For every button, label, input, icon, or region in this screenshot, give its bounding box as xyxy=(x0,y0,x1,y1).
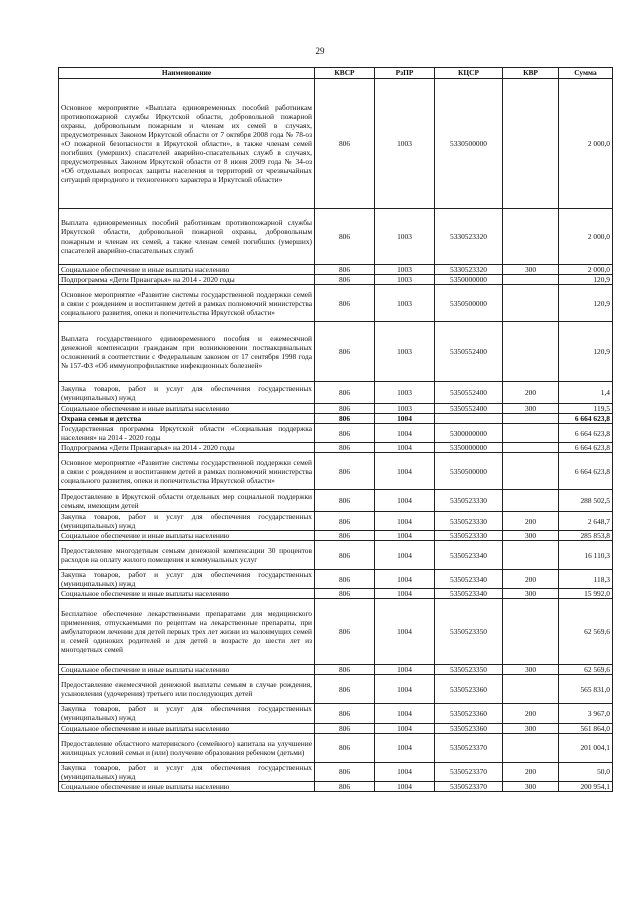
cell-sum: 288 502,5 xyxy=(559,490,613,512)
cell-sum: 62 569,6 xyxy=(559,665,613,675)
table-row xyxy=(59,275,613,285)
cell-rzpr: 1004 xyxy=(375,414,435,424)
cell-kvr: 300 xyxy=(503,531,559,541)
cell-kvr xyxy=(503,599,559,665)
table-row xyxy=(59,531,613,541)
cell-name: Социальное обеспечение и иные выплаты населению xyxy=(59,665,315,675)
cell-kcsr: 5350552400 xyxy=(435,382,503,404)
cell-kvr xyxy=(503,285,559,322)
cell-kvsr: 806 xyxy=(315,275,375,285)
cell-rzpr: 1004 xyxy=(375,781,435,791)
cell-sum: 2 000,0 xyxy=(559,265,613,275)
cell-rzpr: 1004 xyxy=(375,733,435,762)
cell-kvr xyxy=(503,443,559,453)
cell-kcsr xyxy=(435,414,503,424)
cell-kvsr: 806 xyxy=(315,79,375,209)
cell-name: Социальное обеспечение и иные выплаты населению xyxy=(59,589,315,599)
cell-sum: 119,5 xyxy=(559,404,613,414)
cell-kcsr: 5350523370 xyxy=(435,781,503,791)
cell-name: Предоставление областного материнского (семейного) капитала на улучшение жилищных условий семьи и (или) получение образования ребенком (детьми) xyxy=(59,733,315,762)
cell-name: Закупка товаров, работ и услуг для обеспечения государственных (муниципальных) нужд xyxy=(59,570,315,589)
cell-kcsr: 5330523320 xyxy=(435,265,503,275)
cell-rzpr: 1003 xyxy=(375,275,435,285)
cell-kcsr: 5350523360 xyxy=(435,675,503,704)
table-row xyxy=(59,490,613,512)
cell-kvsr: 806 xyxy=(315,781,375,791)
table-row xyxy=(59,322,613,382)
cell-name: Основное мероприятие «Развитие системы государственной поддержки семей в связи с рождением и воспитанием детей в рамках полномочий министерства социального развития, опеки и попечительства Иркутской области» xyxy=(59,285,315,322)
cell-kvsr: 806 xyxy=(315,414,375,424)
cell-name: Закупка товаров, работ и услуг для обеспечения государственных (муниципальных) нужд xyxy=(59,512,315,531)
cell-kvsr: 806 xyxy=(315,541,375,570)
table-row xyxy=(59,570,613,589)
cell-name: Выплата государственного единовременного пособия и ежемесячной денежной компенсации гражданам при возникновении поствакцинальных осложнений в соответствии с Федеральным законом от 17 сентября 1998 года № 157-ФЗ «Об иммунопрофилактике инфекционных болезней» xyxy=(59,322,315,382)
cell-name: Социальное обеспечение и иные выплаты населению xyxy=(59,265,315,275)
cell-name: Социальное обеспечение и иные выплаты населению xyxy=(59,781,315,791)
cell-kvsr: 806 xyxy=(315,404,375,414)
cell-kvr: 200 xyxy=(503,512,559,531)
table-row xyxy=(59,541,613,570)
cell-rzpr: 1003 xyxy=(375,209,435,265)
cell-kvr: 200 xyxy=(503,570,559,589)
cell-name: Выплата единовременных пособий работникам противопожарной службы Иркутской области, добровольной пожарной охраны, добровольным пожарным и членам их семей, а также членам семей погибших (умерших) спасателей аварийно-спасательных служб xyxy=(59,209,315,265)
cell-rzpr: 1004 xyxy=(375,589,435,599)
cell-kvr xyxy=(503,414,559,424)
cell-sum: 6 664 623,8 xyxy=(559,453,613,490)
cell-name: Закупка товаров, работ и услуг для обеспечения государственных (муниципальных) нужд xyxy=(59,704,315,723)
cell-kcsr: 5350000000 xyxy=(435,443,503,453)
cell-name: Социальное обеспечение и иные выплаты населению xyxy=(59,531,315,541)
table-row xyxy=(59,404,613,414)
cell-name: Социальное обеспечение и иные выплаты населению xyxy=(59,723,315,733)
table-row xyxy=(59,285,613,322)
cell-name: Бесплатное обеспечение лекарственными препаратами для медицинского применения, отпускаемыми по рецептам на лекарственные препараты, при амбулаторном лечении для детей первых трех лет жизни из малоимущих семей и семей одиноких родителей и для детей в возрасте до шести лет из многодетных семей xyxy=(59,599,315,665)
cell-rzpr: 1004 xyxy=(375,531,435,541)
cell-kvsr: 806 xyxy=(315,490,375,512)
cell-sum: 2 648,7 xyxy=(559,512,613,531)
table-row xyxy=(59,512,613,531)
cell-rzpr: 1003 xyxy=(375,404,435,414)
cell-kvsr: 806 xyxy=(315,382,375,404)
cell-rzpr: 1004 xyxy=(375,704,435,723)
cell-rzpr: 1004 xyxy=(375,723,435,733)
cell-kvr xyxy=(503,541,559,570)
cell-kvr xyxy=(503,209,559,265)
cell-kvr: 200 xyxy=(503,382,559,404)
cell-kvr xyxy=(503,453,559,490)
cell-kvr: 200 xyxy=(503,762,559,781)
cell-rzpr: 1003 xyxy=(375,285,435,322)
page-number: 29 xyxy=(315,46,325,56)
cell-rzpr: 1003 xyxy=(375,265,435,275)
table-row xyxy=(59,599,613,665)
cell-kcsr: 5350523330 xyxy=(435,490,503,512)
cell-name: Закупка товаров, работ и услуг для обеспечения государственных (муниципальных) нужд xyxy=(59,382,315,404)
cell-kcsr: 5350000000 xyxy=(435,275,503,285)
cell-rzpr: 1004 xyxy=(375,490,435,512)
table-row xyxy=(59,781,613,791)
budget-table xyxy=(58,67,613,792)
cell-kvsr: 806 xyxy=(315,512,375,531)
column-header-kcsr: КЦСР xyxy=(435,68,503,79)
table-row xyxy=(59,589,613,599)
cell-kvr xyxy=(503,424,559,443)
cell-name: Государственная программа Иркутской области «Социальная поддержка населения» на 2014 - 2020 годы xyxy=(59,424,315,443)
cell-kvsr: 806 xyxy=(315,570,375,589)
cell-name: Подпрограмма «Дети Приангарья» на 2014 - 2020 годы xyxy=(59,275,315,285)
cell-sum: 6 664 623,8 xyxy=(559,443,613,453)
cell-sum: 2 000,0 xyxy=(559,79,613,209)
column-header-rzpr: РзПР xyxy=(375,68,435,79)
cell-kvr xyxy=(503,733,559,762)
cell-kcsr: 5350523360 xyxy=(435,704,503,723)
cell-kcsr: 5350523340 xyxy=(435,589,503,599)
cell-sum: 120,9 xyxy=(559,275,613,285)
cell-kvsr: 806 xyxy=(315,531,375,541)
cell-kcsr: 5350523330 xyxy=(435,531,503,541)
cell-kvsr: 806 xyxy=(315,453,375,490)
cell-rzpr: 1004 xyxy=(375,599,435,665)
cell-kvr: 300 xyxy=(503,589,559,599)
cell-kcsr: 5300000000 xyxy=(435,424,503,443)
column-header-name: Наименование xyxy=(59,68,315,79)
cell-kvr xyxy=(503,322,559,382)
cell-kvsr: 806 xyxy=(315,675,375,704)
table-header-row xyxy=(59,68,613,79)
cell-kcsr: 5350523350 xyxy=(435,599,503,665)
cell-name: Основное мероприятие «Развитие системы государственной поддержки семей в связи с рождением и воспитанием детей в рамках полномочий министерства социального развития, опеки и попечительства Иркутской области» xyxy=(59,453,315,490)
cell-kcsr: 5350523340 xyxy=(435,541,503,570)
cell-kcsr: 5350523360 xyxy=(435,723,503,733)
cell-rzpr: 1004 xyxy=(375,675,435,704)
cell-kvr xyxy=(503,490,559,512)
column-header-kvr: КВР xyxy=(503,68,559,79)
cell-kvsr: 806 xyxy=(315,209,375,265)
cell-sum: 3 967,0 xyxy=(559,704,613,723)
cell-kcsr: 5350552400 xyxy=(435,322,503,382)
column-header-kvsr: КВСР xyxy=(315,68,375,79)
cell-name: Охрана семьи и детства xyxy=(59,414,315,424)
cell-kvsr: 806 xyxy=(315,589,375,599)
cell-kcsr: 5350523340 xyxy=(435,570,503,589)
cell-kvsr: 806 xyxy=(315,704,375,723)
cell-sum: 120,9 xyxy=(559,322,613,382)
cell-kvsr: 806 xyxy=(315,665,375,675)
cell-kvsr: 806 xyxy=(315,599,375,665)
table-row xyxy=(59,733,613,762)
cell-kvsr: 806 xyxy=(315,424,375,443)
table-row xyxy=(59,443,613,453)
cell-sum: 6 664 623,8 xyxy=(559,414,613,424)
cell-sum: 16 110,3 xyxy=(559,541,613,570)
cell-kvsr: 806 xyxy=(315,733,375,762)
table-row xyxy=(59,453,613,490)
cell-name: Подпрограмма «Дети Приангарья» на 2014 - 2020 годы xyxy=(59,443,315,453)
cell-rzpr: 1003 xyxy=(375,382,435,404)
table-row xyxy=(59,675,613,704)
cell-sum: 15 992,0 xyxy=(559,589,613,599)
cell-kcsr: 5350523330 xyxy=(435,512,503,531)
cell-rzpr: 1004 xyxy=(375,453,435,490)
cell-sum: 200 954,1 xyxy=(559,781,613,791)
table-row xyxy=(59,704,613,723)
cell-kvr xyxy=(503,275,559,285)
cell-sum: 285 853,8 xyxy=(559,531,613,541)
cell-name: Социальное обеспечение и иные выплаты населению xyxy=(59,404,315,414)
cell-rzpr: 1004 xyxy=(375,762,435,781)
cell-name: Основное мероприятие «Выплата единовременных пособий работникам противопожарной службы Иркутской области, добровольной пожарной охраны, добровольным пожарным и членам их семей в случаях, предусмотренных Законом Иркутской области от 7 октября 2008 года № 78-оз «О пожарной безопасности в Иркутской области», в также членам семей погибших (умерших) спасателей аварийно-спасательных служб в случаях, предусмотренных Законом Иркутской области от 8 июня 2009 года № 34-оз «Об отдельных вопросах защиты населения и территорий от чрезвычайных ситуаций природного и техногенного характера в Иркутской области» xyxy=(59,79,315,209)
cell-sum: 118,3 xyxy=(559,570,613,589)
cell-rzpr: 1004 xyxy=(375,665,435,675)
table-body xyxy=(59,79,613,792)
cell-sum: 120,9 xyxy=(559,285,613,322)
cell-kvr xyxy=(503,675,559,704)
table-row xyxy=(59,79,613,209)
table-row xyxy=(59,424,613,443)
table-row xyxy=(59,265,613,275)
cell-kvr: 300 xyxy=(503,723,559,733)
table-row xyxy=(59,723,613,733)
table-row xyxy=(59,382,613,404)
cell-kvsr: 806 xyxy=(315,723,375,733)
cell-sum: 561 864,0 xyxy=(559,723,613,733)
cell-name: Предоставление в Иркутской области отдельных мер социальной поддержки семьям, имеющим детей xyxy=(59,490,315,512)
cell-kvr: 300 xyxy=(503,781,559,791)
cell-kvsr: 806 xyxy=(315,322,375,382)
cell-kcsr: 5350523370 xyxy=(435,762,503,781)
cell-sum: 565 831,0 xyxy=(559,675,613,704)
cell-sum: 62 569,6 xyxy=(559,599,613,665)
cell-sum: 201 004,1 xyxy=(559,733,613,762)
cell-kvsr: 806 xyxy=(315,762,375,781)
cell-rzpr: 1003 xyxy=(375,79,435,209)
cell-name: Предоставление ежемесячной денежной выплаты семьям в случае рождения, усыновления (удочерения) третьего или последующих детей xyxy=(59,675,315,704)
cell-kvsr: 806 xyxy=(315,443,375,453)
cell-sum: 2 000,0 xyxy=(559,209,613,265)
cell-kcsr: 5330500000 xyxy=(435,79,503,209)
cell-kvr xyxy=(503,79,559,209)
cell-sum: 1,4 xyxy=(559,382,613,404)
cell-kcsr: 5330523320 xyxy=(435,209,503,265)
cell-kvsr: 806 xyxy=(315,265,375,275)
cell-sum: 6 664 623,8 xyxy=(559,424,613,443)
cell-rzpr: 1004 xyxy=(375,541,435,570)
cell-sum: 50,0 xyxy=(559,762,613,781)
cell-kcsr: 5350500000 xyxy=(435,453,503,490)
table-row xyxy=(59,762,613,781)
cell-rzpr: 1004 xyxy=(375,512,435,531)
cell-kcsr: 5350523350 xyxy=(435,665,503,675)
table-row xyxy=(59,665,613,675)
cell-kvr: 300 xyxy=(503,665,559,675)
table-row xyxy=(59,414,613,424)
cell-kvr: 300 xyxy=(503,265,559,275)
cell-name: Предоставление многодетным семьям денежной компенсации 30 процентов расходов на оплату жилого помещения и коммунальных услуг xyxy=(59,541,315,570)
cell-kvr: 200 xyxy=(503,704,559,723)
table-row xyxy=(59,209,613,265)
column-header-sum: Сумма xyxy=(559,68,613,79)
cell-kcsr: 5350523370 xyxy=(435,733,503,762)
cell-rzpr: 1004 xyxy=(375,443,435,453)
cell-kvsr: 806 xyxy=(315,285,375,322)
cell-kcsr: 5350552400 xyxy=(435,404,503,414)
cell-rzpr: 1004 xyxy=(375,424,435,443)
cell-kcsr: 5350500000 xyxy=(435,285,503,322)
cell-name: Закупка товаров, работ и услуг для обеспечения государственных (муниципальных) нужд xyxy=(59,762,315,781)
cell-rzpr: 1003 xyxy=(375,322,435,382)
cell-rzpr: 1004 xyxy=(375,570,435,589)
cell-kvr: 300 xyxy=(503,404,559,414)
